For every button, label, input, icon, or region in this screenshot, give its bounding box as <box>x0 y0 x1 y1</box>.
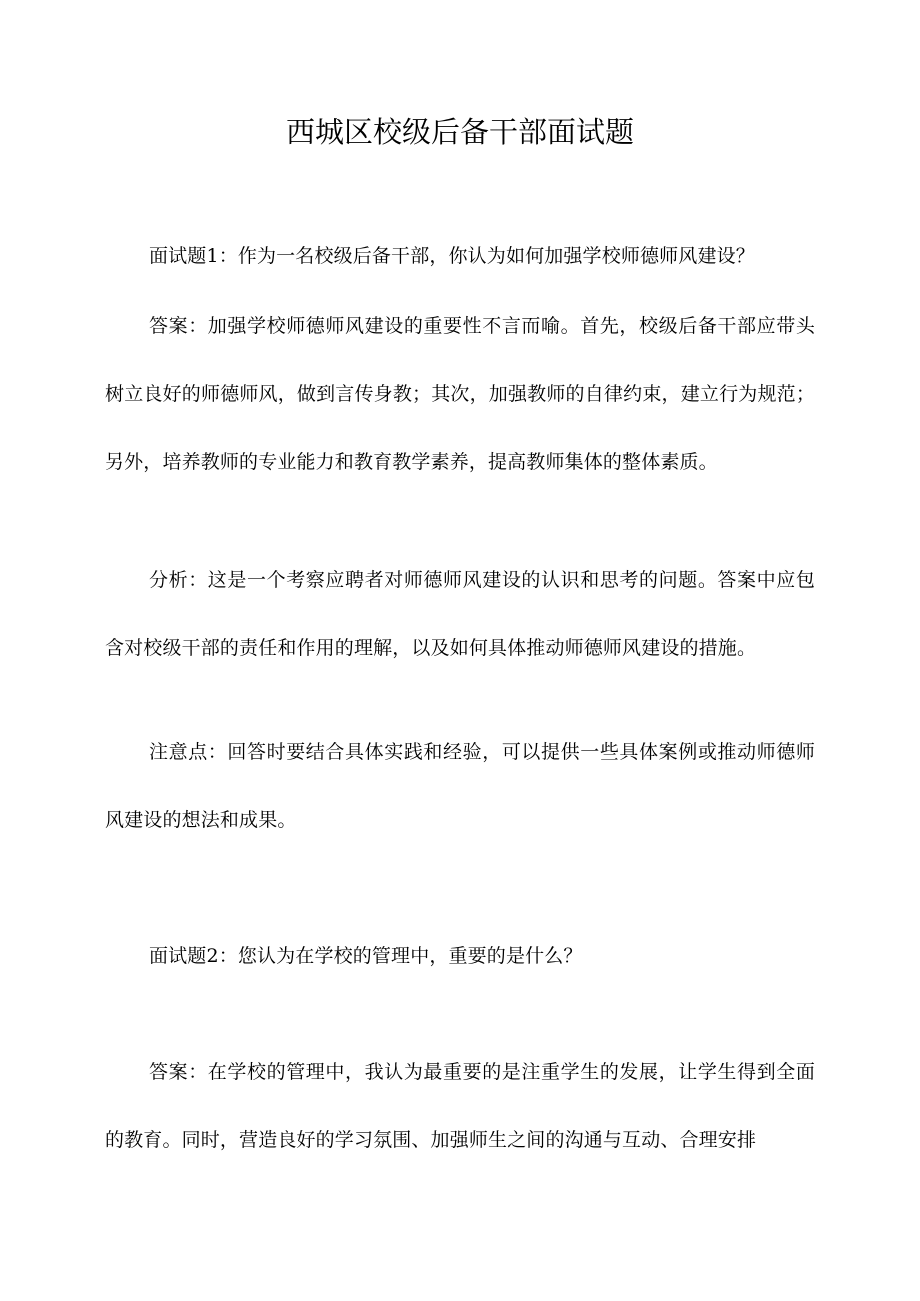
document-title: 西城区校级后备干部面试题 <box>285 115 634 149</box>
answer-1: 答案：加强学校师德师风建设的重要性不言而喻。首先，校级后备干部应带头树立良好的师德师风，做到言传身教；其次，加强教师的自律约束，建立行为规范；另外，培养教师的专业能力和教育教学素养，提高教师集体的整体素质。 <box>105 315 815 473</box>
notes-1: 注意点：回答时要结合具体实践和经验，可以提供一些具体案例或推动师德师风建设的想法和成果。 <box>105 741 815 831</box>
answer-2: 答案：在学校的管理中，我认为最重要的是注重学生的发展，让学生得到全面的教育。同时，营造良好的学习氛围、加强师生之间的沟通与互动、合理安排 <box>105 1061 815 1151</box>
question-1: 面试题1：作为一名校级后备干部，你认为如何加强学校师德师风建设？ <box>149 245 755 267</box>
question-2: 面试题2：您认为在学校的管理中，重要的是什么？ <box>149 945 583 967</box>
analysis-1: 分析：这是一个考察应聘者对师德师风建设的认识和思考的问题。答案中应包含对校级干部的责任和作用的理解，以及如何具体推动师德师风建设的措施。 <box>105 569 815 659</box>
